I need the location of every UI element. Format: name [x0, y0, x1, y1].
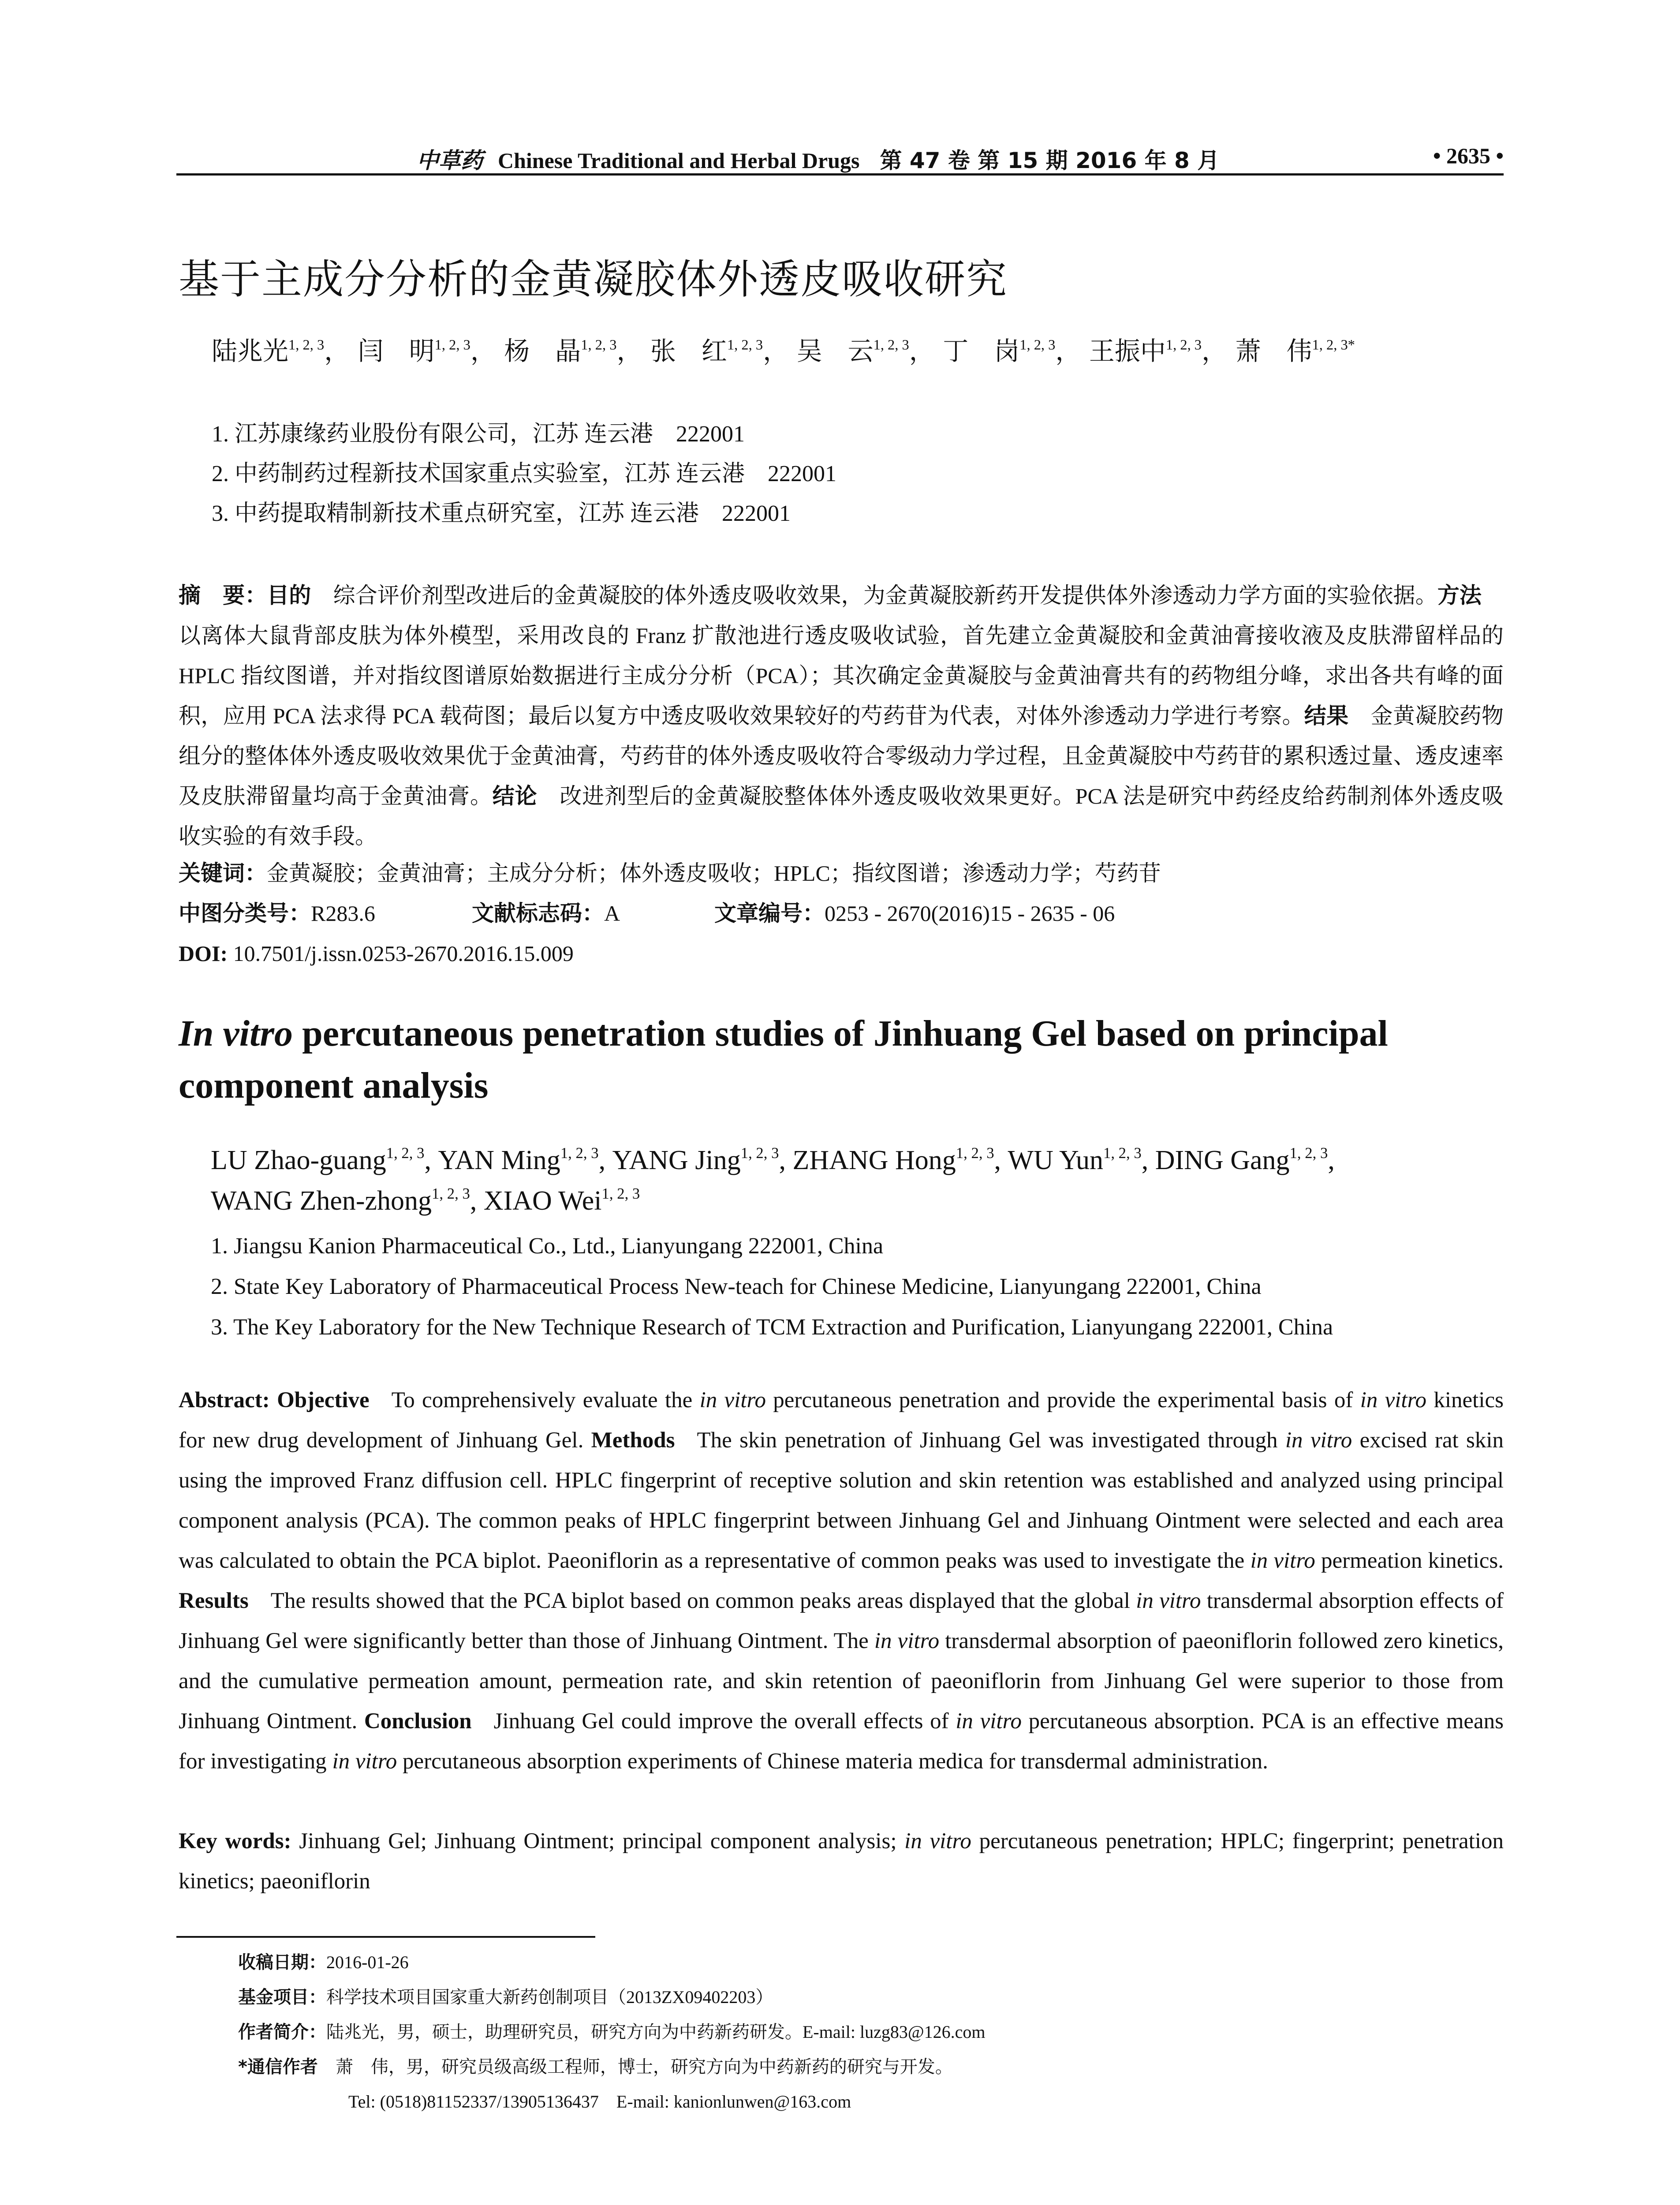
cn-results-label: 结果: [1304, 703, 1349, 729]
en-author: YAN Ming$^{1, 2, 3}$,: [438, 1144, 612, 1175]
en-affiliation: 2. State Key Laboratory of Pharmaceutical Process New-teach for Chinese Medicine, Lianyungang 222001, China: [211, 1274, 1262, 1299]
en-results-label: Results: [179, 1588, 249, 1613]
cn-author-list: [212, 331, 1490, 371]
cn-affiliations: [212, 415, 836, 534]
document-code: 文献标志码：A: [472, 901, 620, 926]
cn-author: 陆兆光$^{1, 2, 3}$，: [212, 336, 350, 366]
issue-info: 第 47 卷 第 15 期 2016 年 8 月: [880, 148, 1220, 173]
cn-keywords-text: 金黄凝胶；金黄油膏；主成分分析；体外透皮吸收；HPLC；指纹图谱；渗透动力学；芍药苷: [267, 861, 1161, 886]
cn-affiliation: 3. 中药提取精制新技术重点研究室，江苏 连云港 222001: [212, 501, 791, 526]
cn-author: 王振中$^{1, 2, 3}$，: [1089, 336, 1228, 366]
doi-link[interactable]: 10.7501/j.issn.0253-2670.2016.15.009: [233, 941, 574, 966]
cn-author: 丁 岗$^{1, 2, 3}$，: [943, 336, 1081, 366]
en-author: LU Zhao-guang$^{1, 2, 3}$,: [211, 1144, 438, 1175]
en-author: DING Gang$^{1, 2, 3}$,: [1155, 1144, 1335, 1175]
footnote-rule: [176, 1936, 595, 1938]
footnote-fund: 基金项目：科学技术项目国家重大新药创制项目（2013ZX09402203）: [238, 1987, 773, 2007]
journal-en-name: Chinese Traditional and Herbal Drugs: [498, 148, 860, 173]
cn-keywords-label: 关键词：: [179, 860, 267, 886]
cn-abstract: [179, 576, 1504, 856]
en-keywords-label: Key words:: [179, 1829, 291, 1854]
footnote-contact: Tel: (0518)81152337/13905136437 E-mail: kanionlunwen@163.com: [348, 2092, 851, 2112]
cn-keywords: [179, 853, 1504, 893]
en-keywords: Key words: Jinhuang Gel; Jinhuang Ointment; principal component analysis; in vitro percutaneous penetration; HPLC; fingerprint; penetration kinetics; paeoniflorin: [179, 1829, 1504, 1894]
page-number: • 2635 •: [1433, 143, 1504, 168]
article-number: 文章编号：0253 - 2670(2016)15 - 2635 - 06: [714, 901, 1115, 926]
journal-header-text: [417, 143, 1219, 175]
cn-methods-text: 以离体大鼠背部皮肤为体外模型，采用改良的 Franz 扩散池进行透皮吸收试验，首先建立金黄凝胶和金黄油膏接收液及皮肤滞留样品的 HPLC 指纹图谱，并对指纹图谱原始数据进行主成分分析（PCA）；其次确定金黄凝胶与金黄油膏共有的药物组分峰，求出各共有峰的面积，应用 PCA 法求得 PCA 载荷图；最后以复方中透皮吸收效果较好的芍药苷为代表，对体外渗透动力学进行考察。: [179, 623, 1504, 728]
en-author: ZHANG Hong$^{1, 2, 3}$,: [792, 1144, 1008, 1175]
cn-affiliation: 1. 江苏康缘药业股份有限公司，江苏 连云港 222001: [212, 422, 745, 447]
cn-results-text: 金黄凝胶药物组分的整体体外透皮吸收效果优于金黄油膏，芍药苷的体外透皮吸收符合零级动力学过程，且金黄凝胶中芍药苷的累积透过量、透皮速率及皮肤滞留量均高于金黄油膏。: [179, 703, 1504, 808]
en-abstract-label: Abstract: Objective: [179, 1388, 370, 1413]
cn-author: 杨 晶$^{1, 2, 3}$，: [504, 336, 642, 366]
cn-affiliation: 2. 中药制药过程新技术国家重点实验室，江苏 连云港 222001: [212, 461, 837, 486]
en-affiliation: 3. The Key Laboratory for the New Technique Research of TCM Extraction and Purification, Lianyungang 222001, China: [211, 1315, 1333, 1340]
en-author: WANG Zhen-zhong$^{1, 2, 3}$,: [211, 1185, 484, 1216]
running-header: [176, 140, 1504, 176]
en-title-italic: In vitro: [179, 1013, 293, 1054]
en-conclusion-label: Conclusion: [364, 1709, 472, 1734]
cn-author: 吴 云$^{1, 2, 3}$，: [796, 336, 935, 366]
en-author: YANG Jing$^{1, 2, 3}$,: [612, 1144, 793, 1175]
footnote-received: 收稿日期：2016-01-26: [238, 1952, 409, 1973]
en-title-rest: percutaneous penetration studies of Jinhuang Gel based on principal component analysis: [179, 1013, 1388, 1106]
en-author: WU Yun$^{1, 2, 3}$,: [1008, 1144, 1155, 1175]
footnotes: [238, 1945, 1504, 2119]
cn-title: 基于主成分分析的金黄凝胶体外透皮吸收研究: [179, 256, 1008, 303]
cn-author: 张 红$^{1, 2, 3}$，: [650, 336, 789, 366]
cn-methods-label: 方法: [1437, 583, 1482, 608]
footnote-corresponding: *通信作者 萧 伟，男，研究员级高级工程师，博士，研究方向为中药新药的研究与开发。: [238, 2057, 953, 2077]
cn-conclusion-text: 改进剂型后的金黄凝胶整体体外透皮吸收效果更好。PCA 法是研究中药经皮给药制剂体外透皮吸收实验的有效手段。: [179, 784, 1504, 848]
cn-classification: [179, 893, 1504, 934]
cn-conclusion-label: 结论: [492, 783, 538, 809]
cn-author: 闫 明$^{1, 2, 3}$，: [358, 336, 496, 366]
doi: [179, 934, 574, 974]
en-author-list: [211, 1140, 1512, 1221]
en-methods-label: Methods: [591, 1428, 675, 1453]
cn-objective-label: 目的: [267, 583, 311, 608]
header-rule: [176, 173, 1504, 176]
cn-abstract-label: 摘 要：: [179, 583, 267, 608]
doi-label: DOI:: [179, 941, 228, 966]
journal-cn-name: 中草药: [417, 148, 483, 173]
cn-author: 萧 伟$^{1, 2, 3*}$: [1235, 336, 1355, 366]
en-abstract: Abstract: Objective To comprehensively evaluate the in vitro percutaneous penetration and provide the experimental basis of in vitro kinetics for new drug development of Jinhuang Gel. Methods The skin penetration of Jinhuang Gel was investigated through in vitro excised rat skin using the improved Franz diffusion cell. HPLC fingerprint of receptive solution and skin retention was established and analyzed using principal component analysis (PCA). The common peaks of HPLC fingerprint between Jinhuang Gel and Jinhuang Ointment were selected and each area was calculated to obtain the PCA biplot. Paeoniflorin as a representative of common peaks was used to investigate the in vitro permeation kinetics. Results The results showed that the PCA biplot based on common peaks areas displayed that the global in vitro transdermal absorption effects of Jinhuang Gel were significantly better than those of Jinhuang Ointment. The in vitro transdermal absorption of paeoniflorin followed zero kinetics, and the cumulative permeation amount, permeation rate, and skin retention of paeoniflorin from Jinhuang Gel were superior to those from Jinhuang Ointment. Conclusion Jinhuang Gel could improve the overall effects of in vitro percutaneous absorption. PCA is an effective means for investigating in vitro percutaneous absorption experiments of Chinese materia medica for transdermal administration.: [179, 1388, 1504, 1774]
cn-objective-text: 综合评价剂型改进后的金黄凝胶的体外透皮吸收效果，为金黄凝胶新药开发提供体外渗透动力学方面的实验依据。: [333, 583, 1437, 608]
en-affiliation: 1. Jiangsu Kanion Pharmaceutical Co., Ltd., Lianyungang 222001, China: [211, 1233, 884, 1259]
en-title: [179, 1008, 1504, 1112]
en-author: XIAO Wei$^{1, 2, 3}$: [483, 1185, 640, 1216]
class-number: 中图分类号：R283.6: [179, 901, 375, 926]
footnote-author-bio: 作者简介：陆兆光，男，硕士，助理研究员，研究方向为中药新药研发。E-mail: luzg83@126.com: [238, 2022, 986, 2042]
en-affiliations: [211, 1226, 1333, 1348]
